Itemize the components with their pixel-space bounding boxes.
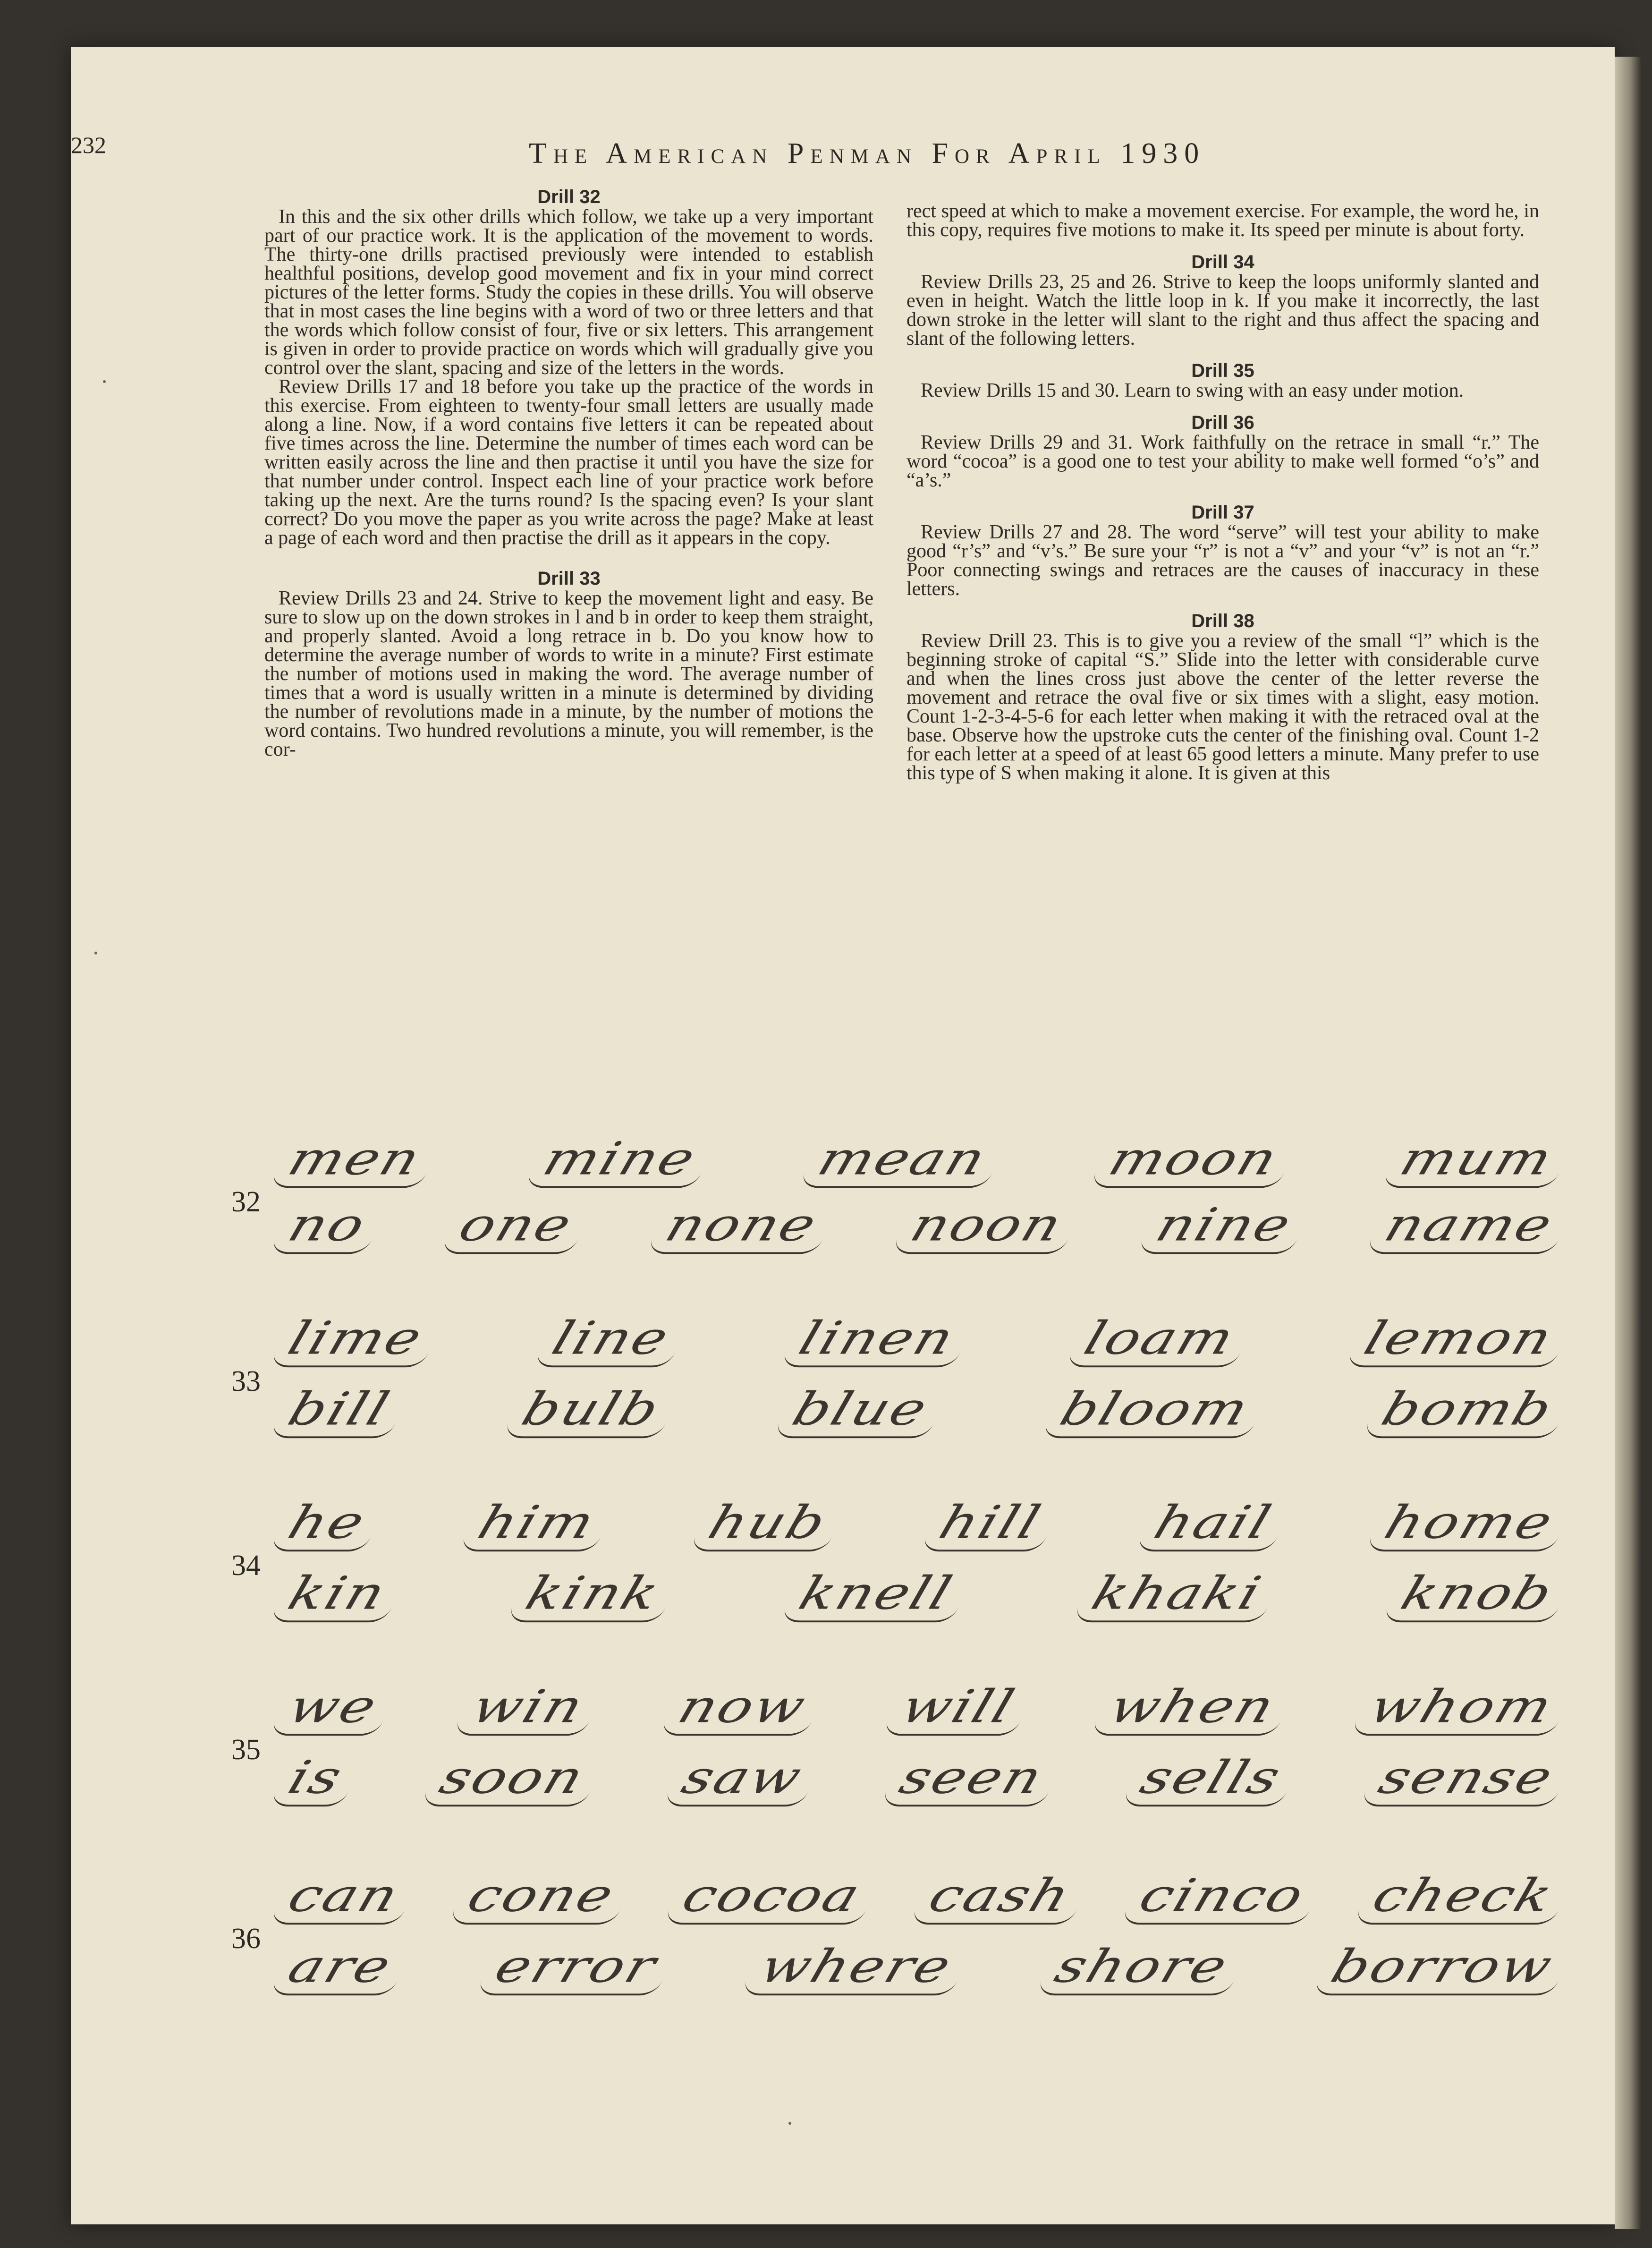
script-word: now — [660, 1681, 825, 1736]
script-word: mean — [799, 1133, 1005, 1188]
script-word: kink — [507, 1567, 678, 1623]
script-word: loam — [1066, 1312, 1254, 1368]
drill-37-heading: Drill 37 — [1191, 502, 1254, 523]
script-word: will — [882, 1681, 1034, 1736]
copy-36-line-2 — [279, 1941, 1563, 2002]
drill-34-paragraph: Review Drills 23, 25 and 26. Strive to keep the loops uniformly slanted and even in height. Watch the little loop in k. If you make it incorrectly, the last down stroke in the letter will slant to the right and thus affect the spacing and slant of the following letters. — [906, 271, 1539, 349]
script-word: lemon — [1346, 1312, 1572, 1368]
script-word: sense — [1360, 1752, 1572, 1807]
drill-38-heading: Drill 38 — [1191, 611, 1254, 631]
copy-33-line-1 — [279, 1313, 1563, 1374]
script-word: where — [741, 1941, 970, 1996]
script-word: men — [270, 1133, 440, 1188]
copy-32-number: 32 — [231, 1186, 261, 1218]
script-word: sells — [1122, 1752, 1300, 1807]
script-word: no — [270, 1199, 384, 1254]
script-word: knell — [780, 1567, 971, 1623]
drill-36-paragraph: Review Drills 29 and 31. Work faithfully on the retrace in small “r.” The word “cocoa” is a good one to test your ability to make well formed “o’s” and “a’s.” — [906, 432, 1539, 491]
script-word: can — [270, 1870, 418, 1925]
drill-36-heading: Drill 36 — [1191, 412, 1254, 433]
script-word: seen — [881, 1752, 1062, 1807]
drill-37-paragraph: Review Drills 27 and 28. The word “serve” will test your ability to make good “r’s” and “v’s.” Be sure your “r” is not a “v” and your “v” is not an “r.” Poor connecting swings and retraces are the causes of inaccuracy in these letters. — [906, 521, 1539, 600]
script-word: moon — [1090, 1133, 1297, 1188]
script-word: is — [270, 1752, 361, 1807]
copy-33-number: 33 — [231, 1365, 261, 1397]
script-word: home — [1366, 1497, 1572, 1552]
script-word: bulb — [503, 1383, 678, 1439]
drill-33-heading: Drill 33 — [537, 568, 601, 589]
script-word: soon — [421, 1752, 603, 1807]
right-column — [906, 187, 1539, 783]
copy-35-line-1 — [279, 1681, 1563, 1743]
script-word: linen — [780, 1312, 973, 1368]
script-word: saw — [663, 1752, 821, 1807]
copy-36-line-1 — [279, 1870, 1563, 1932]
drill-34-heading: Drill 34 — [1191, 252, 1254, 272]
script-word: hail — [1135, 1497, 1290, 1552]
script-word: hill — [921, 1497, 1059, 1552]
script-word: cinco — [1121, 1870, 1323, 1925]
script-word: knob — [1382, 1567, 1572, 1623]
copy-34-line-1 — [279, 1497, 1563, 1558]
script-word: cocoa — [664, 1870, 879, 1925]
facing-page-edge — [1615, 57, 1641, 2229]
paper-speck — [94, 952, 97, 954]
script-word: bill — [270, 1383, 408, 1439]
script-word: win — [453, 1681, 602, 1736]
copy-36-number: 36 — [231, 1923, 261, 1955]
script-word: error — [476, 1941, 675, 1996]
paper-speck — [103, 380, 106, 383]
copy-35-number: 35 — [231, 1734, 261, 1766]
copy-33-line-2 — [279, 1384, 1563, 1445]
script-word: shore — [1036, 1941, 1246, 1996]
drill-32-heading: Drill 32 — [537, 187, 601, 207]
script-word: mum — [1381, 1133, 1572, 1188]
script-word: bloom — [1042, 1383, 1268, 1439]
script-word: hub — [690, 1497, 845, 1552]
script-word: him — [459, 1497, 614, 1552]
script-word: mine — [525, 1133, 714, 1188]
script-word: nine — [1137, 1199, 1310, 1254]
script-word: are — [270, 1941, 410, 1996]
script-word: we — [270, 1681, 396, 1736]
script-word: noon — [892, 1199, 1081, 1254]
script-word: cone — [449, 1870, 633, 1925]
script-word: check — [1354, 1870, 1572, 1925]
script-word: khaki — [1073, 1567, 1280, 1623]
script-word: one — [441, 1199, 591, 1254]
copy-32-line-1 — [279, 1133, 1563, 1195]
drill-33-paragraph: Review Drills 23 and 24. Strive to keep the movement light and easy. Be sure to slow up on the down strokes in l and b in order to keep them straight, and properly slanted. Avoid a long retrace in b. Do you know how to determine the average number of words to write in a minute? First estimate the number of motions used in making the word. The average number of times that a word is usually written in a minute is determined by dividing the number of revolutions made in a minute, by the number of motions the word contains. Two hundred revolutions a minute, you will remember, is the cor- — [264, 588, 873, 760]
drill-32-paragraph-1: In this and the six other drills which follow, we take up a very important part of our practice work. It is the application of the movement to words. The thirty-one drills practised previously were intended to establish healthful positions, develop good movement and fix in your mind correct pictures of the letter forms. Study the copies in these drills. You will observe that in most cases the line begins with a word of two or three letters and that the words which follow consist of four, five or six letters. This arrangement is given in order to provide practice on words which will gradually give you control over the slant, spacing and size of the letters in the words. — [264, 206, 873, 379]
script-word: kin — [270, 1567, 405, 1623]
script-word: he — [270, 1497, 384, 1552]
script-word: lime — [270, 1312, 441, 1368]
paper-speck — [788, 2122, 791, 2125]
copy-35-line-2 — [279, 1752, 1563, 1814]
script-word: name — [1366, 1199, 1572, 1254]
page-number: 232 — [71, 132, 106, 158]
copy-34-number: 34 — [231, 1550, 261, 1582]
drill-35-paragraph: Review Drills 15 and 30. Learn to swing with an easy under motion. — [921, 380, 1464, 401]
script-word: borrow — [1313, 1941, 1572, 1996]
script-word: line — [534, 1312, 688, 1368]
handwriting-copies — [222, 1133, 1560, 2031]
drill-32-paragraph-2: Review Drills 17 and 18 before you take up the practice of the words in this exercise. From eighteen to twenty-four small letters are usually made along a line. Now, if a word contains five letters it can be repeated about five times across the line. Determine the number of times each word can be written easily across the line and then practise it until you have the size for that number under control. Inspect each line of your practice work before taking up the next. Are the turns round? Is the spacing even? Is your slant correct? Do you move the paper as you write across the page? Make at least a page of each word and then practise the drill as it appears in the copy. — [264, 376, 873, 549]
script-word: whom — [1351, 1681, 1572, 1736]
drill-35-heading: Drill 35 — [1191, 360, 1254, 381]
script-word: bomb — [1363, 1383, 1572, 1439]
left-column — [264, 187, 873, 759]
drill-38-paragraph: Review Drill 23. This is to give you a review of the small “l” which is the beginning stroke of capital “S.” Slide into the letter with considerable curve and when the lines cross just above the center of the letter reverse the movement and retrace the oval five or six times with a slight, easy motion. Count 1-2-3-4-5-6 for each letter when making it with the retraced oval at the base. Observe how the upstroke cuts the center of the finishing oval. Count 1-2 for each letter at a speed of at least 65 good letters a minute. Many prefer to use this type of S when making it alone. It is given at this — [906, 630, 1539, 784]
script-word: none — [647, 1199, 836, 1254]
running-title: The American Penman For April 1930 — [529, 137, 1206, 170]
copy-34-line-2 — [279, 1568, 1563, 1629]
script-word: cash — [910, 1870, 1090, 1925]
script-word: blue — [774, 1383, 946, 1439]
drill-33-continuation: rect speed at which to make a movement exercise. For example, the word he, in this copy, requires five motions to make it. Its speed per minute is about forty. — [906, 200, 1539, 241]
script-word: when — [1091, 1681, 1294, 1736]
copy-32-line-2 — [279, 1200, 1563, 1261]
